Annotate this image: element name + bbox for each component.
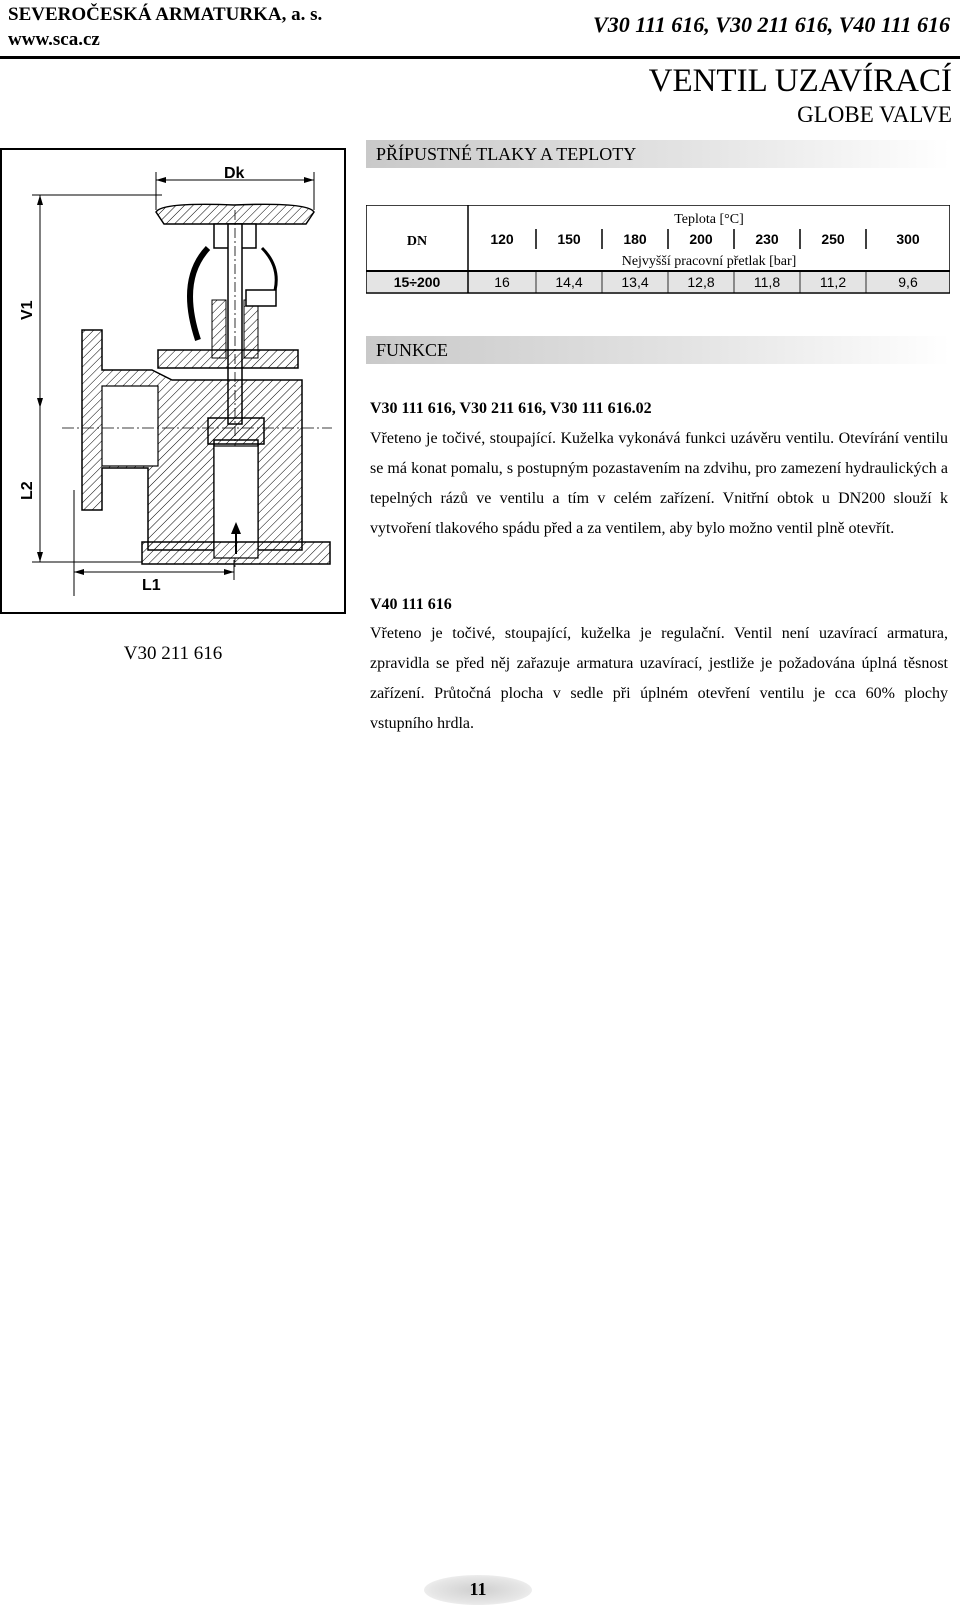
section-heading-funkce xyxy=(366,336,950,364)
valve-drawing xyxy=(0,148,346,614)
dn-header: DN xyxy=(406,234,428,249)
section-heading-pressure-text: PŘÍPUSTNÉ TLAKY A TEPLOTY xyxy=(376,144,637,164)
pressure-header: Nejvyšší pracovní přetlak [bar] xyxy=(621,254,797,269)
dim-l1: L1 xyxy=(142,577,161,594)
figure-caption: V30 211 616 xyxy=(123,643,223,664)
pressure-cell: 16 xyxy=(494,274,510,290)
paragraph-1: Vřeteno je točivé, stoupající. Kuželka vykonává funkci uzávěru ventilu. Otevírání ventilu se má konat pomalu, s postupným pozastavením na zdvihu, pro zamezení hydraulických a tepelných rázů ve ventilu a tím v celém zařízení. Vnitřní obtok u DN200 slouží k vytvoření tlakového spádu před a za ventilem, aby bylo možno ventil plně otevřít. xyxy=(370,430,948,537)
temp-cell: 250 xyxy=(821,231,845,247)
pressure-cell: 13,4 xyxy=(621,274,649,290)
temperature-header: Teplota [°C] xyxy=(674,212,744,227)
dim-l2: L2 xyxy=(19,481,36,500)
product-codes: V30 111 616, V30 211 616, V40 111 616 xyxy=(593,12,950,37)
pressure-cell: 9,6 xyxy=(898,274,918,290)
pressure-cell: 12,8 xyxy=(687,274,715,290)
page-title: VENTIL UZAVÍRACÍ xyxy=(648,63,952,99)
pressure-cell: 11,8 xyxy=(753,274,781,290)
temp-cell: 230 xyxy=(755,231,779,247)
company-name: SEVEROČESKÁ ARMATURKA, a. s. xyxy=(8,4,323,25)
paragraph-title-2: V40 111 616 xyxy=(370,596,452,613)
temp-cell: 200 xyxy=(689,231,713,247)
paragraph-2: Vřeteno je točivé, stoupající, kuželka je regulační. Ventil není uzavírací armatura, zpravidla se před něj zařazuje armatura uzavírací, jestliže je požadována úplná těsnost zařízení. Průtočná plocha v sedle při úplném otevření ventilu je cca 60% plochy vstupního hrdla. xyxy=(370,625,948,732)
dn-value: 15÷200 xyxy=(393,274,441,290)
pressure-table xyxy=(366,205,950,297)
pressure-cell: 11,2 xyxy=(819,274,847,290)
temp-cell: 300 xyxy=(896,231,920,247)
temp-cell: 120 xyxy=(490,231,514,247)
temp-cell: 150 xyxy=(557,231,581,247)
page-number: 11 xyxy=(469,1579,487,1599)
dim-v1: V1 xyxy=(19,300,36,320)
page-subtitle: GLOBE VALVE xyxy=(797,102,952,127)
pressure-cell: 14,4 xyxy=(555,274,583,290)
paragraph-title-1: V30 111 616, V30 211 616, V30 111 616.02 xyxy=(370,400,652,417)
header-rule xyxy=(0,56,960,59)
section-heading-funkce-text: FUNKCE xyxy=(376,340,449,360)
temp-cell: 180 xyxy=(623,231,647,247)
section-heading-pressure xyxy=(366,140,950,168)
website-link[interactable]: www.sca.cz xyxy=(8,29,100,50)
dim-dk: Dk xyxy=(224,165,245,182)
